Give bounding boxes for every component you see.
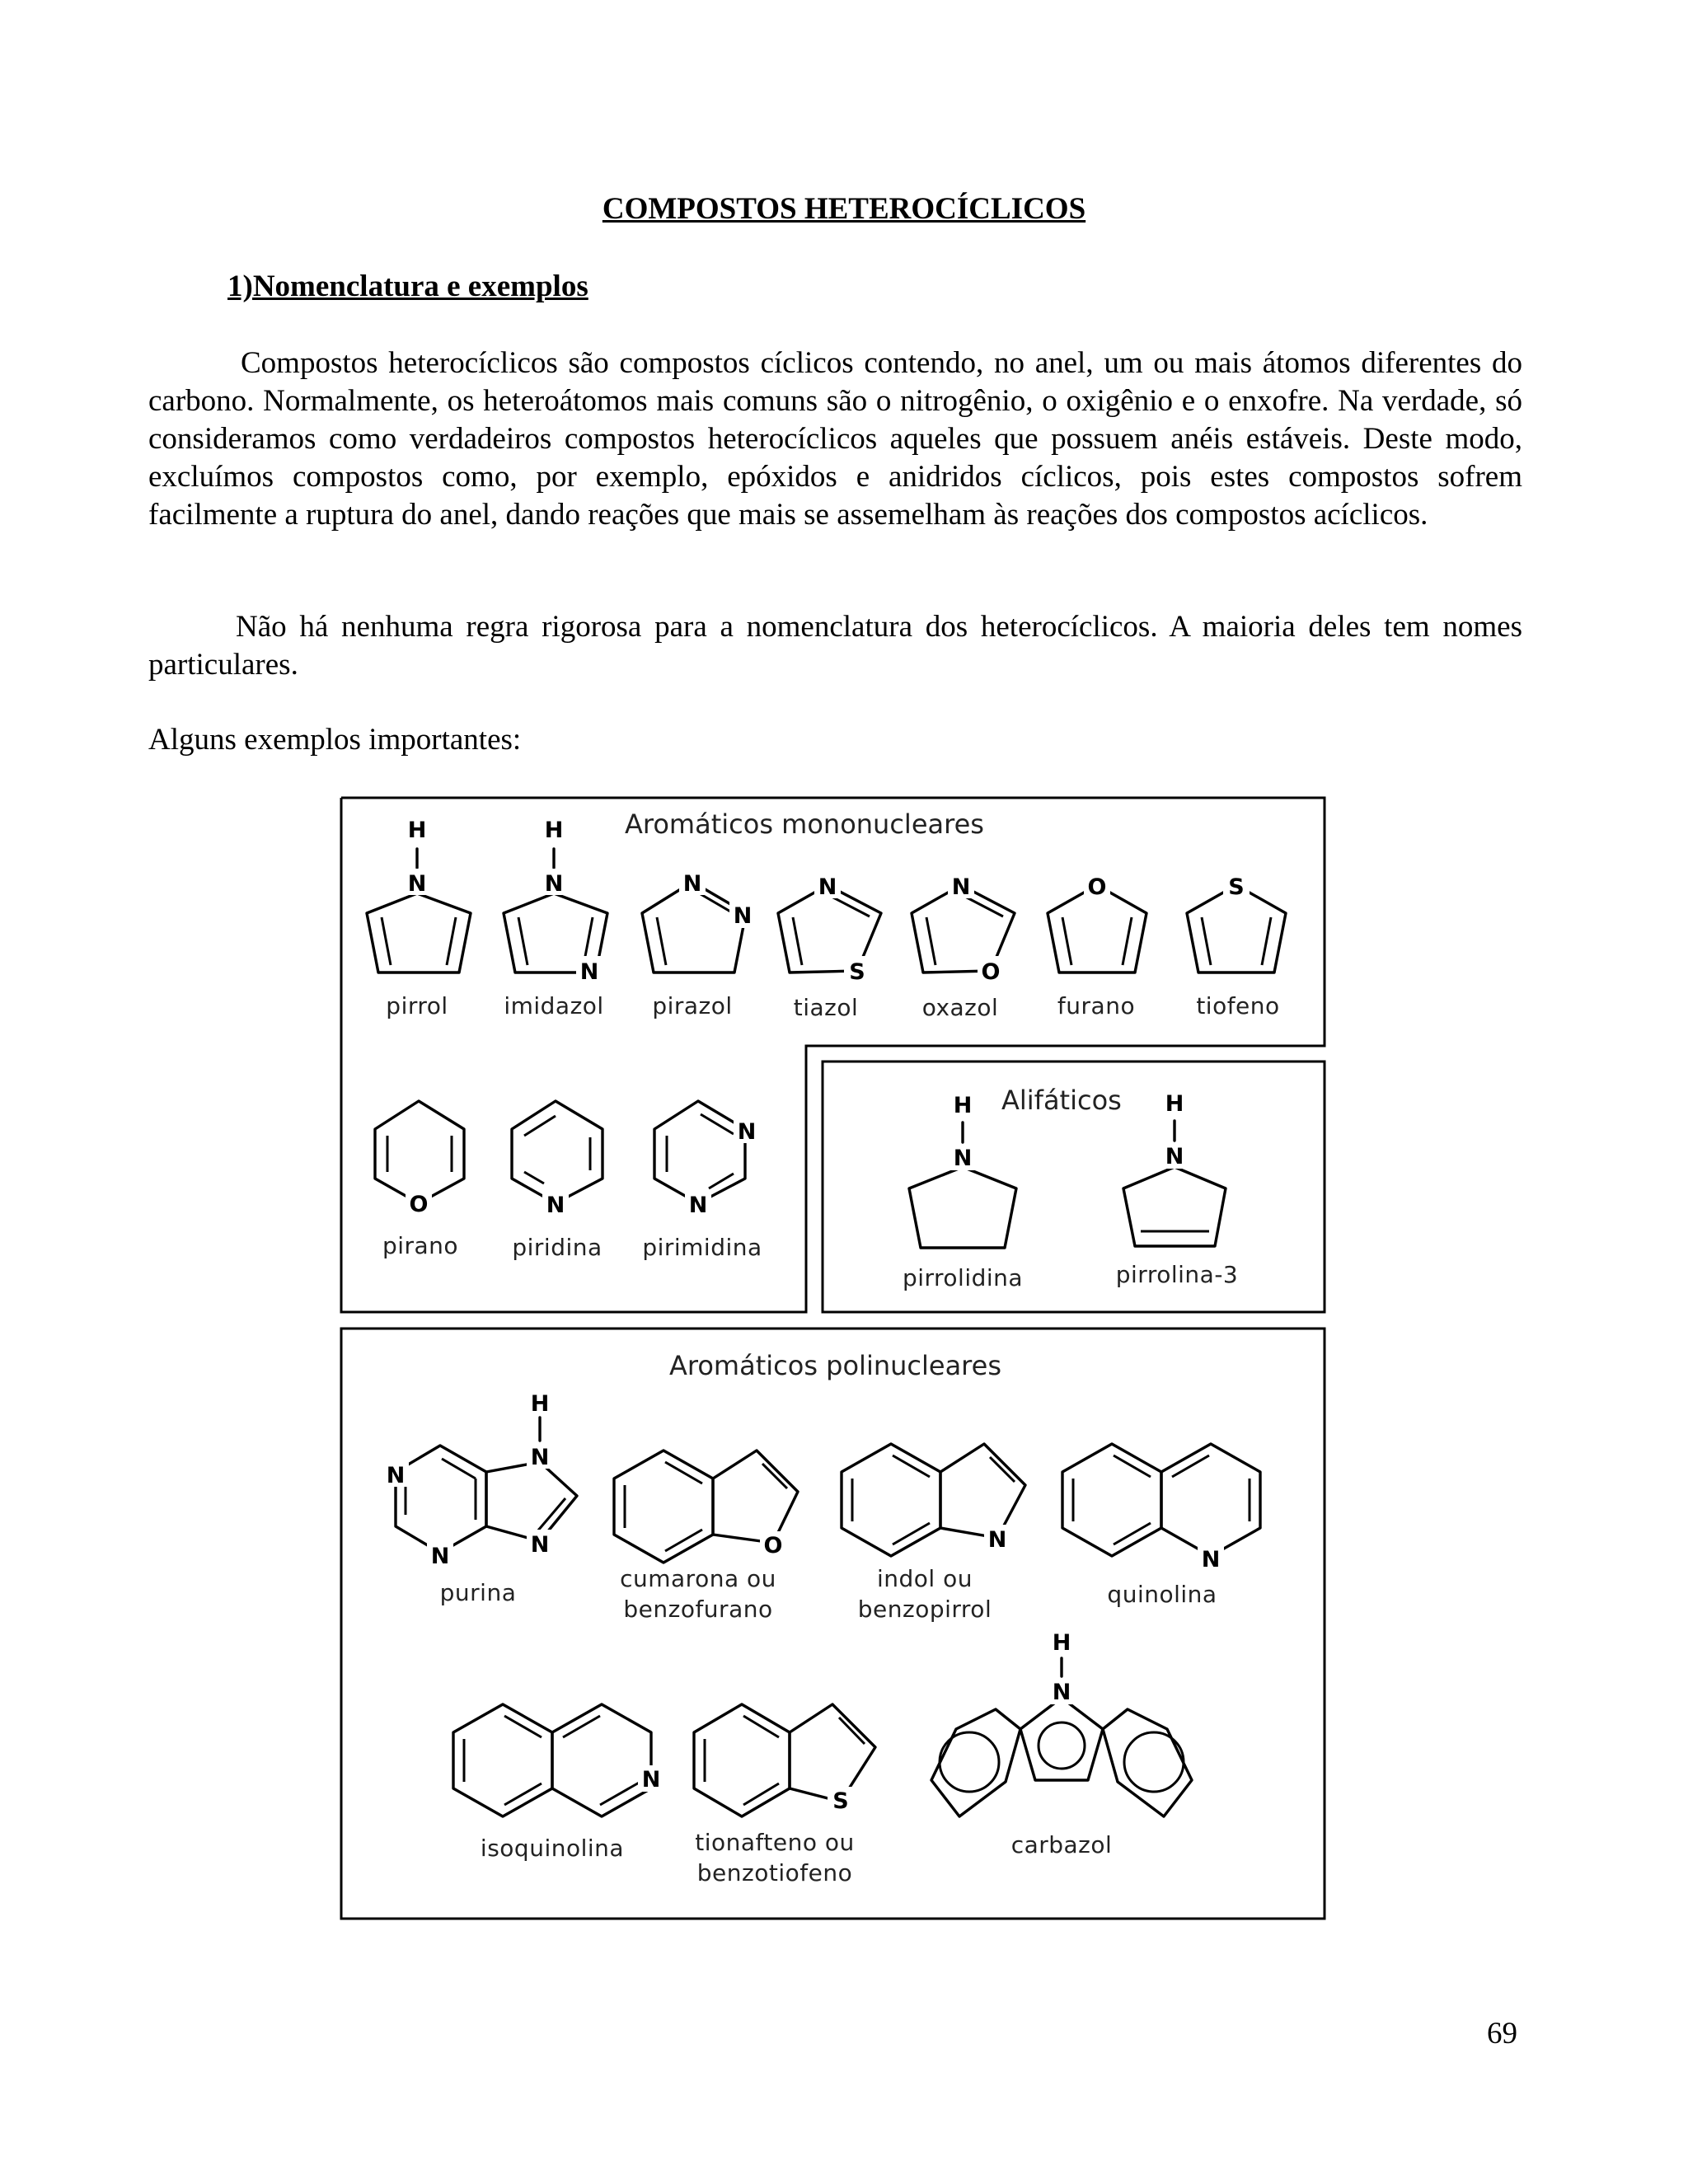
- benzofurano-structure: [614, 1451, 798, 1563]
- svg-text:N: N: [953, 1146, 973, 1171]
- label-pirrol: pirrol: [386, 992, 448, 1019]
- svg-text:N: N: [818, 874, 837, 900]
- svg-text:N: N: [641, 1767, 661, 1793]
- svg-text:N: N: [530, 1532, 550, 1558]
- page-number: 69: [1487, 2017, 1517, 2050]
- svg-text:N: N: [1201, 1547, 1221, 1572]
- label-piridina: piridina: [512, 1234, 603, 1261]
- pirrolina-3-structure: [1123, 1091, 1226, 1246]
- svg-text:N: N: [430, 1544, 450, 1569]
- svg-text:N: N: [579, 959, 599, 985]
- label-pirimidina: pirimidina: [642, 1234, 762, 1261]
- oxazol-structure: [912, 872, 1015, 985]
- svg-text:S: S: [1228, 874, 1245, 900]
- carbazol-structure: [931, 1630, 1192, 1816]
- label-pirazol: pirazol: [652, 992, 733, 1019]
- label-benzotiofeno: benzotiofeno: [696, 1859, 853, 1886]
- tiazol-structure: [778, 872, 881, 985]
- label-carbazol: carbazol: [1010, 1831, 1113, 1858]
- label-isoquinolina: isoquinolina: [480, 1835, 625, 1862]
- label-quinolina: quinolina: [1107, 1581, 1217, 1608]
- paragraph-examples-lead: Alguns exemplos importantes:: [148, 723, 522, 757]
- piridina-structure: [512, 1101, 603, 1218]
- quinolina-structure: [1062, 1444, 1260, 1572]
- tiofeno-structure: [1187, 872, 1286, 972]
- label-tionafteno: tionafteno ou: [695, 1829, 855, 1856]
- svg-text:N: N: [544, 871, 564, 897]
- svg-text:N: N: [733, 903, 753, 929]
- svg-text:N: N: [1165, 1144, 1184, 1169]
- indol-structure: [842, 1444, 1025, 1556]
- pirimidina-structure: [654, 1101, 760, 1218]
- purina-structure: [382, 1391, 577, 1569]
- label-pirrolidina: pirrolidina: [902, 1264, 1024, 1291]
- svg-text:S: S: [849, 959, 865, 985]
- svg-text:H: H: [1052, 1630, 1071, 1656]
- svg-text:O: O: [409, 1192, 429, 1217]
- label-benzofurano: benzofurano: [623, 1596, 773, 1623]
- label-pirano: pirano: [382, 1232, 459, 1259]
- section-heading: 1)Nomenclatura e exemplos: [227, 269, 588, 303]
- svg-text:S: S: [832, 1788, 849, 1814]
- svg-text:H: H: [407, 818, 427, 843]
- label-benzopirrol: benzopirrol: [857, 1596, 992, 1623]
- pirrol-structure: [367, 818, 471, 972]
- aliphatic-heading: Alifáticos: [1001, 1085, 1122, 1116]
- svg-text:N: N: [688, 1193, 708, 1218]
- svg-text:H: H: [544, 818, 564, 843]
- label-pirrolina-3: pirrolina-3: [1115, 1261, 1239, 1288]
- benzotiofeno-structure: [694, 1704, 875, 1816]
- label-cumarona: cumarona ou: [620, 1565, 776, 1592]
- polynuclear-heading: Aromáticos polinucleares: [669, 1350, 1001, 1381]
- isoquinolina-structure: [453, 1704, 664, 1816]
- furano-structure: [1048, 872, 1146, 972]
- svg-text:N: N: [682, 871, 702, 897]
- page-title: COMPOSTOS HETEROCÍCLICOS: [602, 192, 1086, 226]
- svg-text:H: H: [953, 1093, 973, 1118]
- svg-text:O: O: [981, 959, 1001, 985]
- svg-text:N: N: [737, 1119, 757, 1145]
- pirazol-structure: [642, 869, 756, 972]
- label-tiazol: tiazol: [793, 994, 859, 1021]
- svg-text:N: N: [951, 874, 971, 900]
- svg-text:N: N: [987, 1527, 1007, 1553]
- pirano-structure: [375, 1101, 464, 1217]
- pirrolidina-structure: [909, 1093, 1016, 1248]
- svg-text:O: O: [763, 1533, 783, 1558]
- label-imidazol: imidazol: [504, 992, 604, 1019]
- mononuclear-heading: Aromáticos mononucleares: [625, 808, 984, 840]
- svg-text:N: N: [530, 1445, 550, 1470]
- svg-text:H: H: [530, 1391, 550, 1417]
- label-indol: indol ou: [877, 1565, 973, 1592]
- svg-text:H: H: [1165, 1091, 1184, 1117]
- svg-text:N: N: [1052, 1680, 1071, 1705]
- label-oxazol: oxazol: [921, 994, 999, 1021]
- label-furano: furano: [1057, 992, 1136, 1019]
- svg-text:N: N: [546, 1193, 565, 1218]
- label-tiofeno: tiofeno: [1196, 992, 1280, 1019]
- label-purina: purina: [439, 1579, 517, 1606]
- paragraph-intro: Compostos heterocíclicos são compostos cíclicos contendo, no anel, um ou mais átomos diferentes do carbono. Normalmente, os heteroátomos mais comuns são o nitrogênio, o oxigênio e o enxofre. Na verdade, só consideramos como verdadeiros compostos heterocíclicos aqueles que possuem anéis estáveis. Deste modo, excluímos compostos como, por exemplo, epóxidos e anidridos cíclicos, pois estes compostos sofrem facilmente a ruptura do anel, dando reações que mais se assemelham às reações dos compostos acíclicos.: [148, 346, 1522, 532]
- svg-text:N: N: [407, 871, 427, 897]
- imidazol-structure: [504, 818, 607, 985]
- svg-text:N: N: [386, 1463, 406, 1488]
- paragraph-nomenclature: Não há nenhuma regra rigorosa para a nomenclatura dos heterocíclicos. A maioria deles tem nomes particulares.: [148, 610, 1522, 682]
- svg-text:O: O: [1087, 874, 1107, 900]
